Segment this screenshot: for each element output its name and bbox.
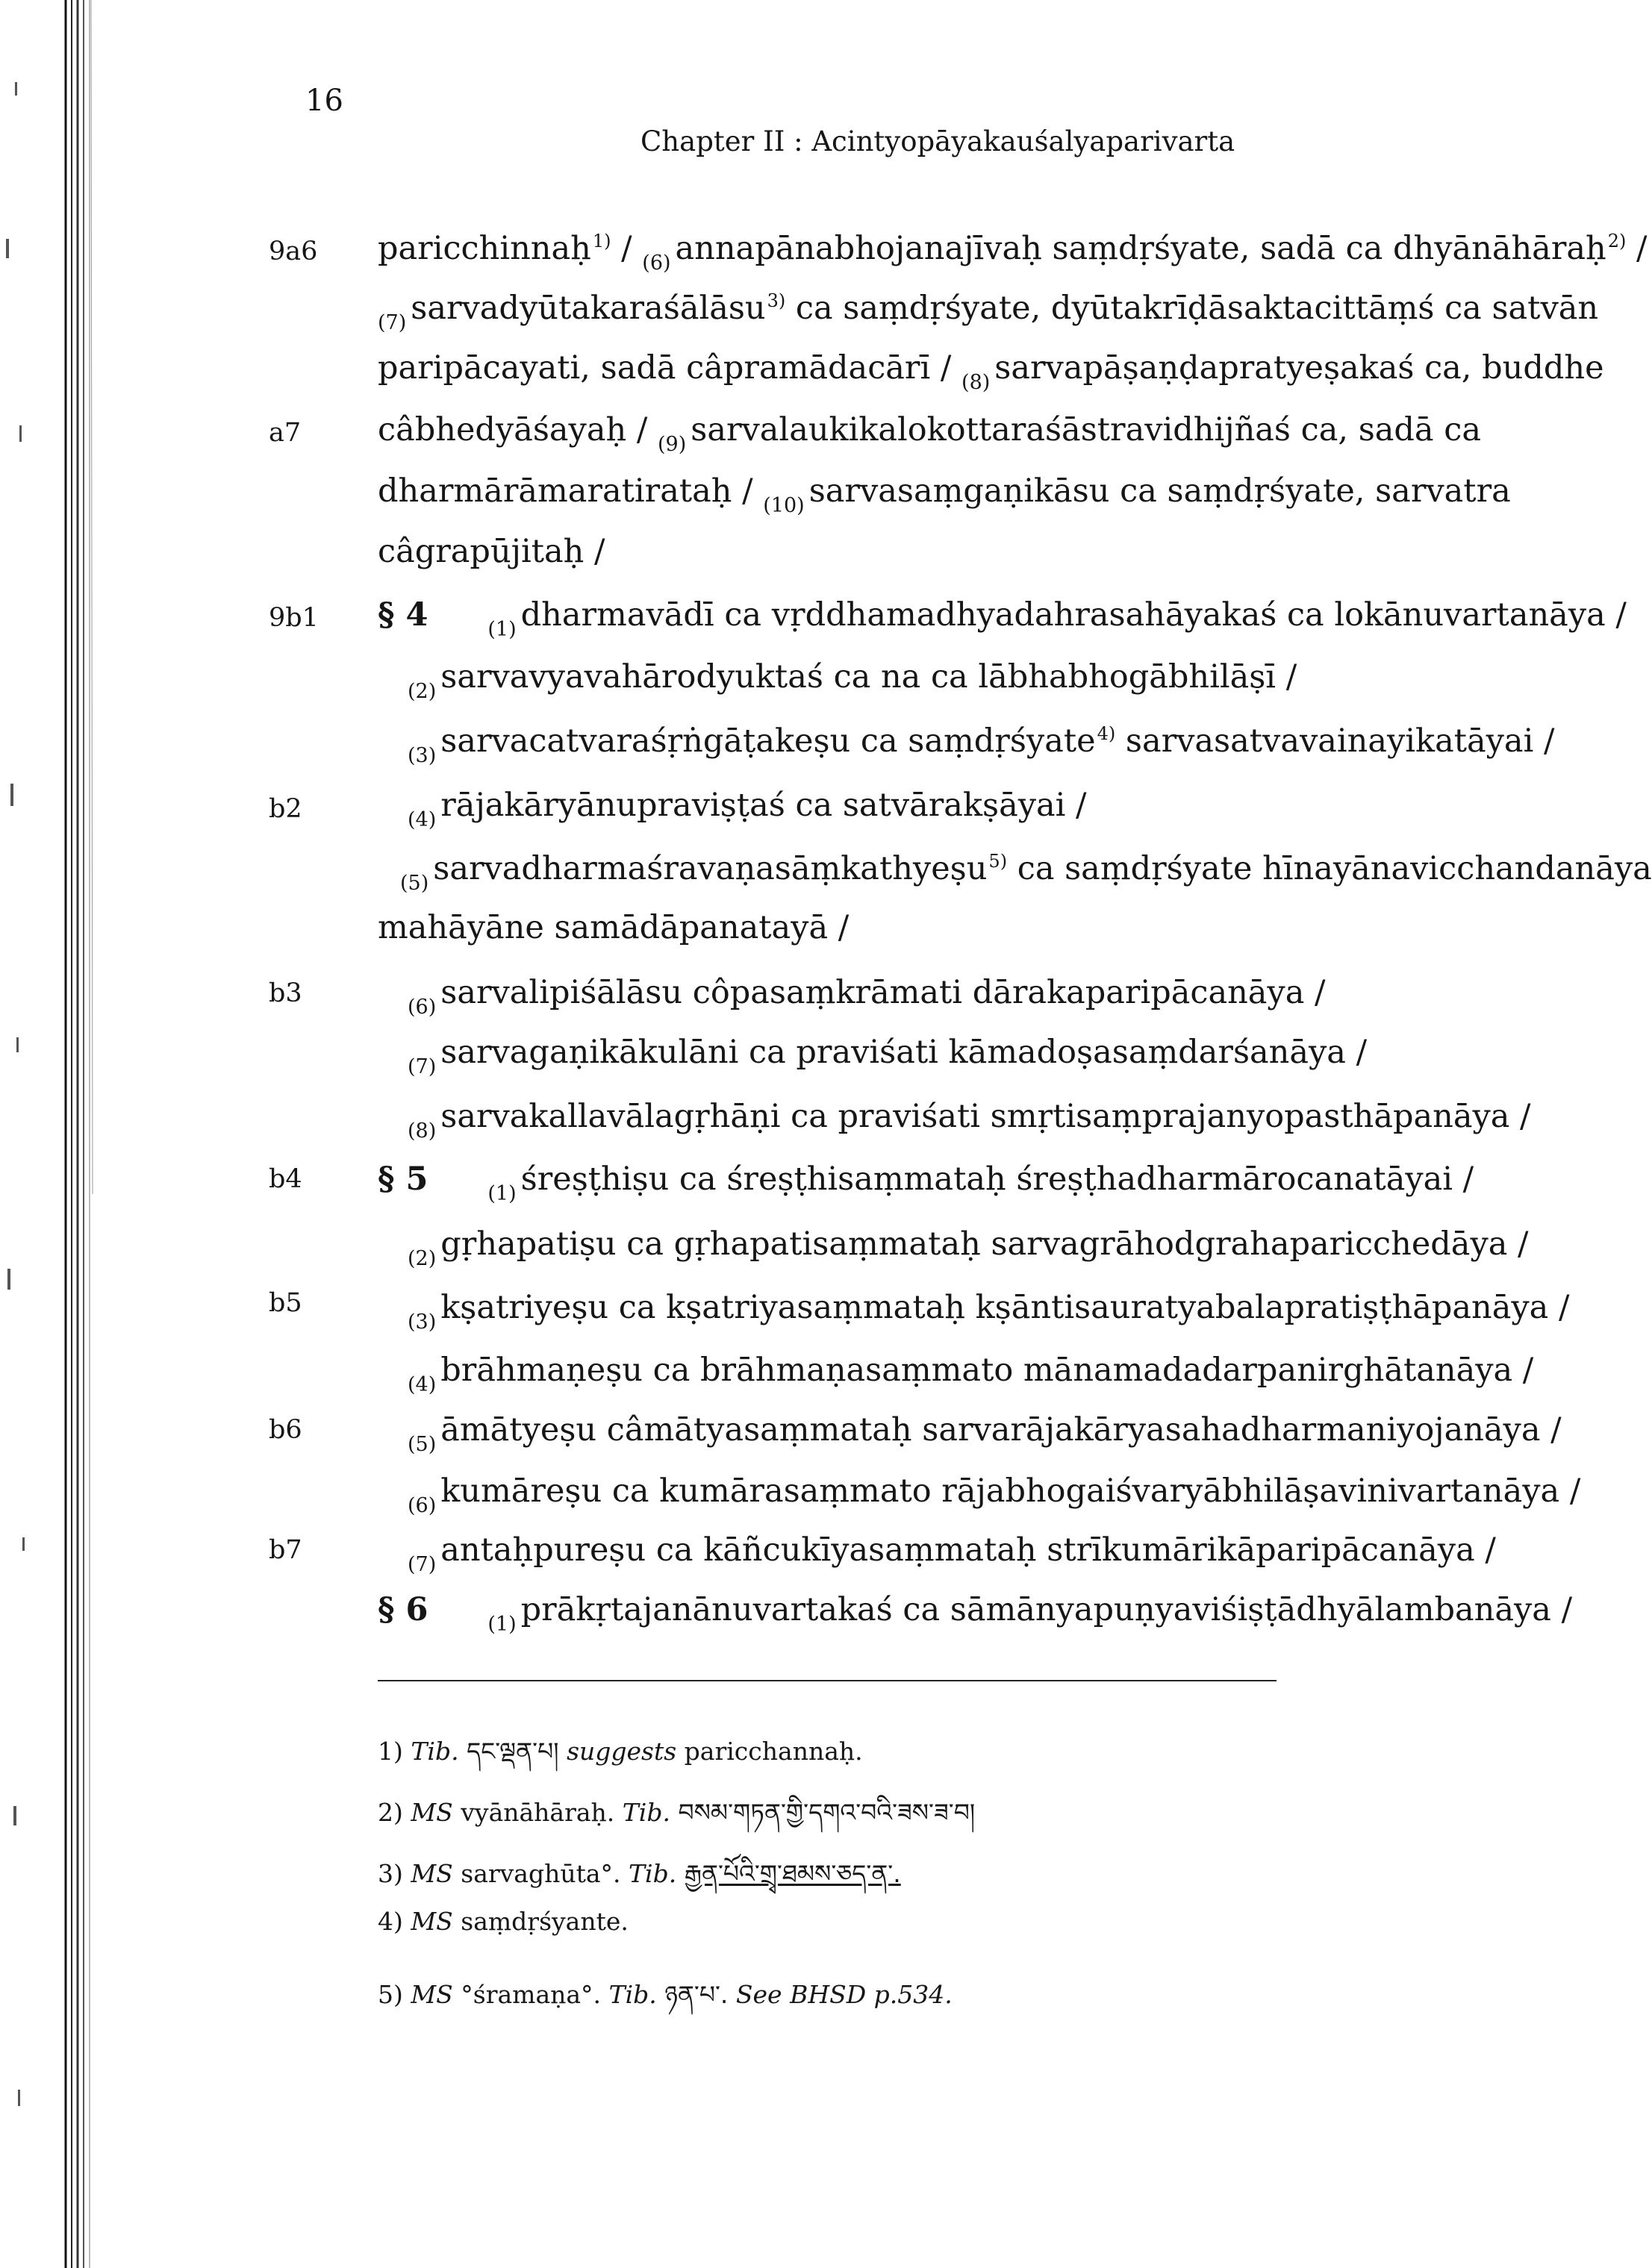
text-line: § 6 $_{(1)}$ prākṛtajanānuvartakaś ca sāmānyapuṇyaviśiṣṭādhyālambanāya / (378, 1591, 1573, 1636)
text-line: $_{(3)}$ kṣatriyeṣu ca kṣatriyasaṃmataḥ kṣāntisauratyabalapratiṣṭhāpanāya / (408, 1289, 1570, 1334)
text-line: $_{(6)}$ kumāreṣu ca kumārasaṃmato rājabhogaiśvaryābhilāṣavinivartanāya / (408, 1472, 1581, 1517)
margin-ref: b5 (269, 1288, 302, 1318)
margin-ref: a7 (269, 418, 302, 448)
running-head: Chapter II : Acintyopāyakauśalyaparivarta (640, 125, 1235, 157)
text-line: $_{(4)}$ brāhmaṇeṣu ca brāhmaṇasaṃmato mānamadadarpanirghātanāya / (408, 1352, 1534, 1396)
margin-ref: b2 (269, 794, 302, 824)
text-line: mahāyāne samādāpanatayā / (378, 909, 850, 946)
margin-ref: b3 (269, 978, 302, 1008)
text-line: $_{(8)}$ sarvakallavālagṛhāṇi ca praviśati smṛtisaṃprajanyopasthāpanāya / (408, 1098, 1531, 1143)
text-line: paricchinnaḥ$^{1)}$ / $_{(6)}$ annapānabhojanajīvaḥ saṃdṛśyate, sadā ca dhyānāhāraḥ$^{2)}$ / (378, 230, 1648, 275)
text-line: $_{(7)}$ sarvadyūtakaraśālāsu$^{3)}$ ca saṃdṛśyate, dyūtakrīḍāsaktacittāṃś ca satvān (378, 290, 1599, 334)
margin-ref: 9b1 (269, 603, 319, 633)
section-marker: § 4 (378, 596, 428, 634)
margin-ref: b4 (269, 1164, 302, 1194)
footnote: 5) MS °śramaṇa°. Tib. ཉན་པ་. See BHSD p.534. (378, 1980, 953, 2009)
text-line: $_{(5)}$ āmātyeṣu câmātyasaṃmataḥ sarvarājakāryasahadharmaniyojanāya / (408, 1411, 1562, 1456)
text-line: dharmārāmaratirataḥ / $_{(10)}$ sarvasaṃgaṇikāsu ca saṃdṛśyate, sarvatra (378, 472, 1511, 517)
text-line: $_{(6)}$ sarvalipiśālāsu côpasaṃkrāmati dārakaparipācanāya / (408, 974, 1326, 1019)
text-line: $_{(3)}$ sarvacatvaraśṛṅgāṭakeṣu ca saṃdṛśyate$^{4)}$ sarvasatvavainayikatāyai / (408, 722, 1555, 767)
section-marker: § 6 (378, 1591, 428, 1628)
text-line: câgrapūjitaḥ / (378, 533, 605, 570)
footnote: 3) MS sarvaghūta°. Tib. རྒྱན་པོའི་གྲྭ་ཐམས་ཅད་ན་. (378, 1859, 901, 1888)
text-line: $_{(7)}$ sarvagaṇikākulāni ca praviśati kāmadoṣasaṃdarśanāya / (408, 1034, 1368, 1078)
binding-edge (0, 0, 97, 2268)
margin-ref: 9a6 (269, 237, 318, 266)
text-line: câbhedyāśayaḥ / $_{(9)}$ sarvalaukikalokottaraśāstravidhijñaś ca, sadā ca (378, 411, 1481, 456)
margin-ref: b6 (269, 1415, 302, 1445)
text-line: paripācayati, sadā câpramādacārī / $_{(8)}$ sarvapāṣaṇḍapratyeṣakaś ca, buddhe (378, 349, 1604, 394)
margin-ref: b7 (269, 1535, 302, 1565)
section-marker: § 5 (378, 1160, 428, 1198)
page-number: 16 (305, 84, 343, 118)
text-line: $_{(2)}$ sarvavyavahārodyuktaś ca na ca lābhabhogābhilāṣī / (408, 658, 1297, 703)
footnote: 4) MS saṃdṛśyante. (378, 1907, 629, 1936)
text-line: $_{(2)}$ gṛhapatiṣu ca gṛhapatisaṃmataḥ sarvagrāhodgrahaparicchedāya / (408, 1225, 1529, 1270)
text-line: § 4 $_{(1)}$ dharmavādī ca vṛddhamadhyadahrasahāyakaś ca lokānuvartanāya / (378, 596, 1627, 641)
text-line: $_{(5)}$ sarvadharmaśravaṇasāṃkathyeṣu$^{5)}$ ca saṃdṛśyate hīnayānavicchandanāya (400, 850, 1652, 895)
footnote: 1) Tib. དང་ལྡན་པ། suggests paricchannaḥ. (378, 1737, 863, 1766)
footnote: 2) MS vyānāhāraḥ. Tib. བསམ་གཏན་གྱི་དགའ་བའི་ཟས་ཟ་བ། (378, 1798, 976, 1827)
text-line: $_{(4)}$ rājakāryānupraviṣṭaś ca satvārakṣāyai / (408, 787, 1087, 831)
text-line: § 5 $_{(1)}$ śreṣṭhiṣu ca śreṣṭhisaṃmataḥ śreṣṭhadharmārocanatāyai / (378, 1160, 1474, 1205)
footnote-rule (378, 1680, 1277, 1681)
text-line: $_{(7)}$ antaḥpureṣu ca kāñcukīyasaṃmataḥ strīkumārikāparipācanāya / (408, 1531, 1496, 1576)
